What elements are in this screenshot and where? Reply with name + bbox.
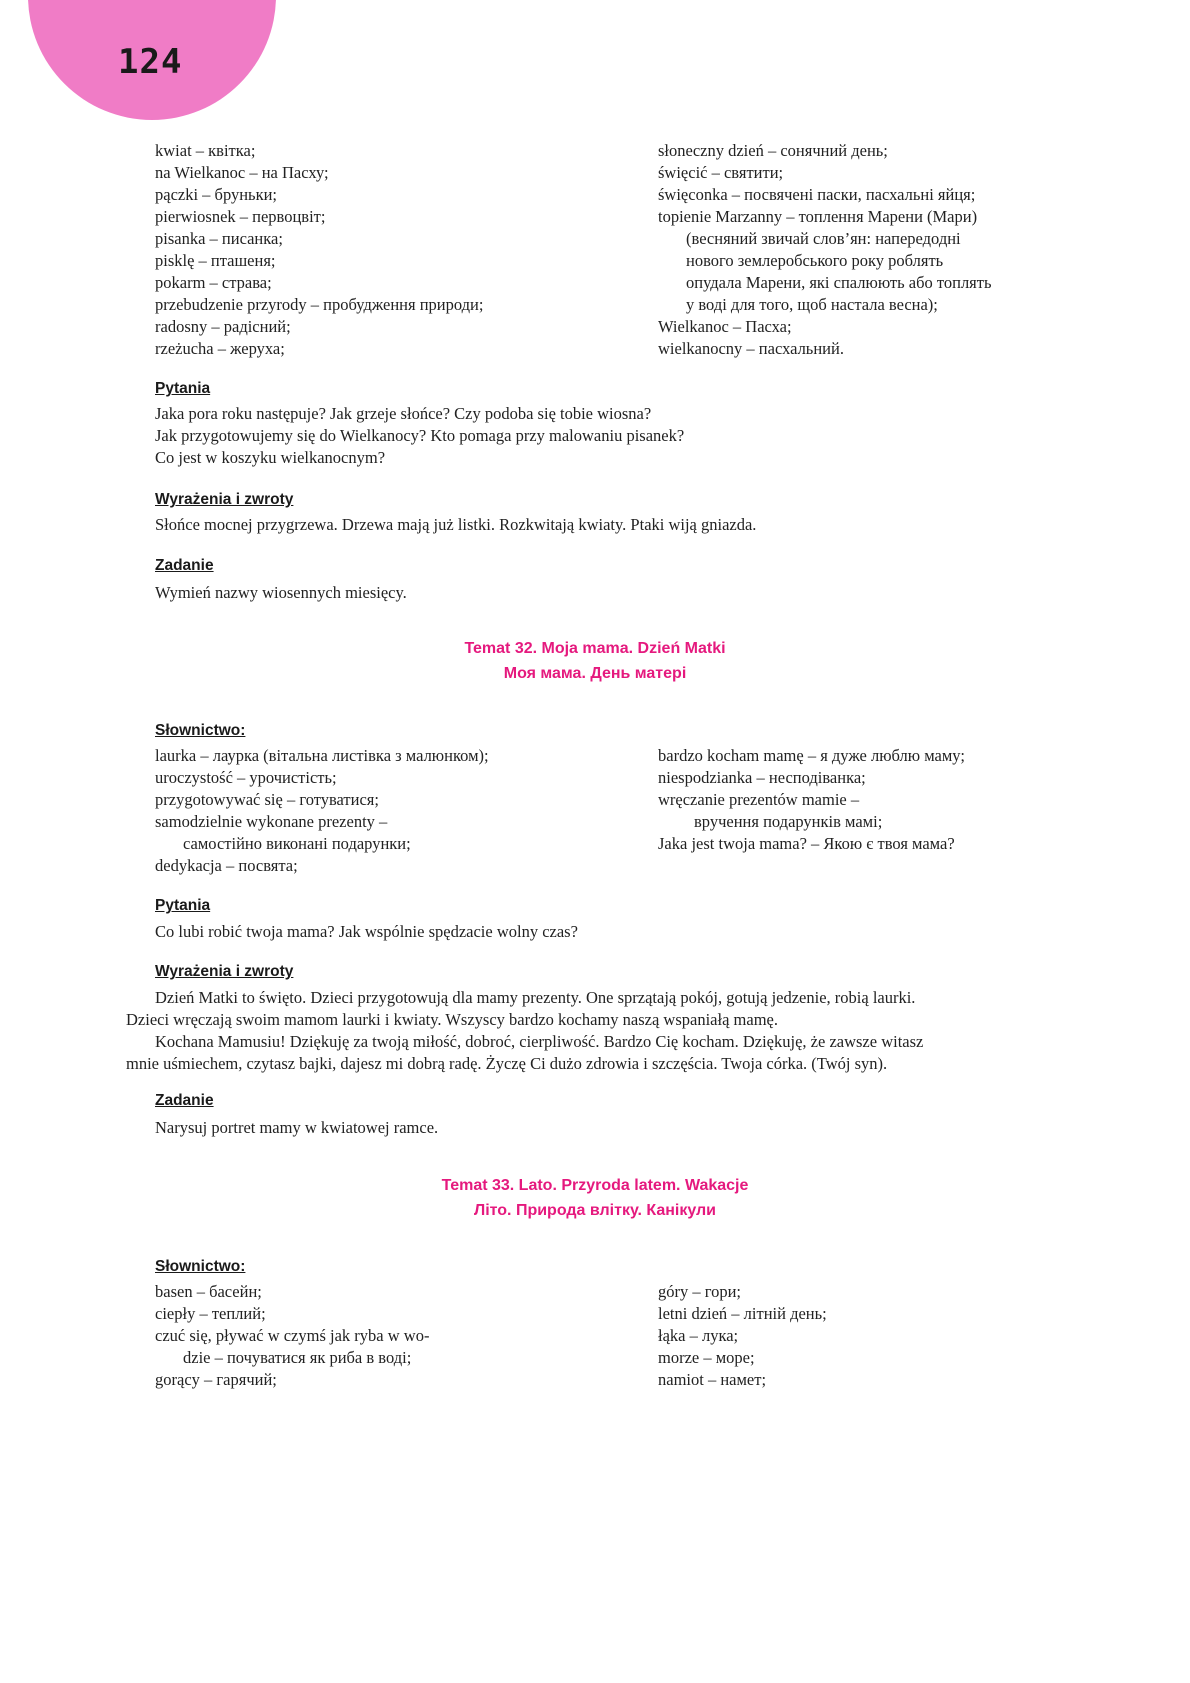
questions-text: [155, 921, 578, 943]
vocab-item: rzeżucha – жеруха;: [155, 339, 285, 358]
task-heading: Zadanie: [155, 1092, 214, 1109]
topic-title-polish: Temat 32. Moja mama. Dzień Matki: [464, 640, 726, 657]
question-line: Jaka pora roku następuje? Jak grzeje słońce? Czy podoba się tobie wiosna?: [155, 404, 652, 423]
question-line: Jak przygotowujemy się do Wielkanocy? Kto pomaga przy malowaniu pisanek?: [155, 426, 685, 445]
vocab-item-continuation: нового землеробського року роблять: [686, 251, 944, 270]
vocab-item: święcić – святити;: [658, 163, 784, 182]
expressions-text: [155, 514, 756, 536]
vocab-item: przebudzenie przyrody – пробудження природи;: [155, 295, 484, 314]
vocab-right-column: [658, 1281, 827, 1391]
vocab-item: gorący – гарячий;: [155, 1370, 277, 1389]
vocab-item: słoneczny dzień – сонячний день;: [658, 141, 888, 160]
vocab-item: kwiat – квітка;: [155, 141, 256, 160]
vocab-item-continuation: у воді для того, щоб настала весна);: [686, 295, 938, 314]
vocab-item: uroczystość – урочистість;: [155, 768, 337, 787]
expressions-line: mnie uśmiechem, czytasz bajki, dajesz mi dobrą radę. Życzę Ci dużo zdrowia i szczęścia. Twoja córka. (Twój syn).: [126, 1054, 888, 1073]
topic-title-ukrainian: Літо. Природа влітку. Канікули: [473, 1202, 717, 1219]
questions-heading: Pytania: [155, 380, 211, 397]
expressions-heading: Wyrażenia i zwroty: [155, 491, 294, 508]
question-line: Co lubi robić twoja mama? Jak wspólnie spędzacie wolny czas?: [155, 922, 578, 941]
vocab-item: Wielkanoc – Пасха;: [658, 317, 792, 336]
vocab-item: basen – басейн;: [155, 1282, 262, 1301]
vocab-item: dedykacja – посвята;: [155, 856, 298, 875]
vocab-item: pączki – бруньки;: [155, 185, 278, 204]
vocab-item: wielkanocny – пасхальний.: [658, 339, 844, 358]
vocab-item: ciepły – теплий;: [155, 1304, 266, 1323]
topic-32-title: [0, 636, 1190, 686]
vocab-right-column: [658, 140, 992, 360]
vocab-item: radosny – радісний;: [155, 317, 291, 336]
vocab-item: bardzo kocham mamę – я дуже люблю маму;: [658, 746, 965, 765]
questions-heading: Pytania: [155, 897, 211, 914]
vocab-item: łąka – лука;: [658, 1326, 739, 1345]
vocab-item-continuation: dzie – почуватися як риба в воді;: [183, 1348, 412, 1367]
vocab-item: Jaka jest twoja mama? – Якою є твоя мама?: [658, 834, 955, 853]
topic-title-ukrainian: Моя мама. День матері: [503, 665, 687, 682]
task-heading: Zadanie: [155, 557, 214, 574]
topic-33-title: [0, 1173, 1190, 1223]
page-number: 124: [118, 42, 183, 82]
vocab-item: czuć się, pływać w czymś jak ryba w wo-: [155, 1326, 430, 1345]
vocab-item-continuation: опудала Марени, які спалюють або топлять: [686, 273, 992, 292]
vocab-item-continuation: самостійно виконані подарунки;: [183, 834, 411, 853]
vocab-item: pisanka – писанка;: [155, 229, 283, 248]
task-line: Narysuj portret mamy w kwiatowej ramce.: [155, 1118, 439, 1137]
expressions-line: Kochana Mamusiu! Dziękuję za twoją miłość, dobroć, cierpliwość. Bardzo Cię kocham. Dziękuję, że zawsze witasz: [155, 1032, 924, 1051]
vocabulary-heading: Słownictwo:: [155, 722, 246, 739]
vocab-item: góry – гори;: [658, 1282, 742, 1301]
vocab-item-continuation: вручення подарунків мамі;: [694, 812, 883, 831]
vocab-item: na Wielkanoc – на Пасху;: [155, 163, 329, 182]
task-text: [155, 582, 407, 604]
topic-title-polish: Temat 33. Lato. Przyroda latem. Wakacje: [441, 1177, 749, 1194]
task-text: [155, 1117, 438, 1139]
vocab-item: pisklę – пташеня;: [155, 251, 276, 270]
vocab-item: samodzielnie wykonane prezenty –: [155, 812, 388, 831]
vocab-item: laurka – лаурка (вітальна листівка з малюнком);: [155, 746, 489, 765]
expressions-line: Dzieci wręczają swoim mamom laurki i kwiaty. Wszyscy bardzo kochamy naszą wspaniałą mamę.: [126, 1010, 778, 1029]
vocab-item-continuation: (весняний звичай слов’ян: напередодні: [686, 229, 961, 248]
vocab-item: święconka – посвячені паски, пасхальні яйця;: [658, 185, 976, 204]
vocab-item: pokarm – страва;: [155, 273, 272, 292]
expressions-heading: Wyrażenia i zwroty: [155, 963, 294, 980]
question-line: Co jest w koszyku wielkanocnym?: [155, 448, 386, 467]
expressions-line: Dzień Matki to święto. Dzieci przygotowują dla mamy prezenty. One sprzątają pokój, gotują jedzenie, robią laurki.: [155, 988, 916, 1007]
vocab-item: topienie Marzanny – топлення Марени (Мари): [658, 207, 978, 226]
expressions-text: [126, 987, 1111, 1075]
vocab-item: pierwiosnek – первоцвіт;: [155, 207, 326, 226]
vocab-item: niespodzianka – несподіванка;: [658, 768, 866, 787]
vocabulary-heading: Słownictwo:: [155, 1258, 246, 1275]
questions-text: [155, 403, 684, 469]
vocab-item: przygotowywać się – готуватися;: [155, 790, 379, 809]
expressions-line: Słońce mocnej przygrzewa. Drzewa mają już listki. Rozkwitają kwiaty. Ptaki wiją gniazda.: [155, 515, 757, 534]
task-line: Wymień nazwy wiosennych miesięcy.: [155, 583, 407, 602]
vocab-item: namiot – намет;: [658, 1370, 767, 1389]
vocab-right-column: [658, 745, 965, 855]
vocab-item: wręczanie prezentów mamie –: [658, 790, 860, 809]
vocab-left-column: [155, 140, 483, 360]
vocab-left-column: [155, 745, 489, 877]
vocab-item: morze – море;: [658, 1348, 755, 1367]
vocab-item: letni dzień – літній день;: [658, 1304, 827, 1323]
vocab-left-column: [155, 1281, 429, 1391]
